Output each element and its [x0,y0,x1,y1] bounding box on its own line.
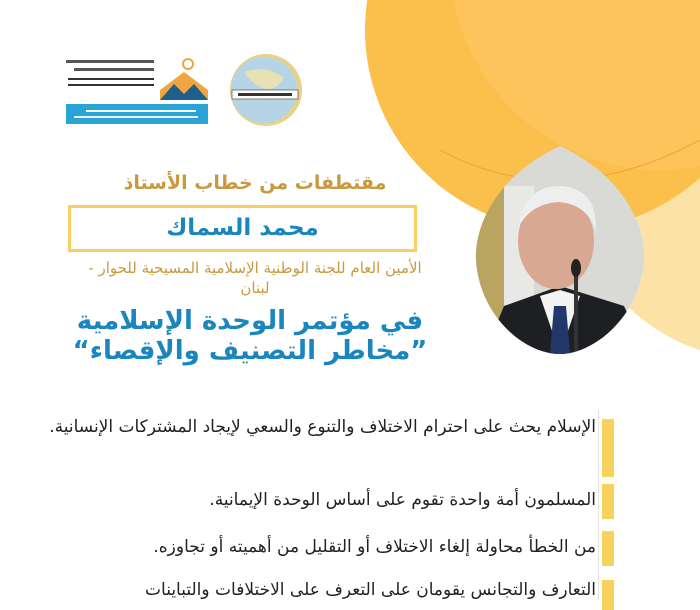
quote-marker-4 [602,580,614,610]
title-line-2: ”مخاطر التصنيف والإقصاء“ [72,336,428,366]
quote-marker-2 [602,484,614,519]
quote-4: التعارف والتجانس يقومان على التعرف على الاختلافات والتباينات [145,580,596,600]
title-line-1: في مؤتمر الوحدة الإسلامية [76,306,424,336]
quotes-divider [598,410,599,600]
quote-3: من الخطأ محاولة إلغاء الاختلاف أو التقليل من أهميته أو تجاوزه. [153,537,596,557]
speaker-name: محمد السماك [68,205,417,252]
quote-1: الإسلام يحث على احترام الاختلاف والتنوع والسعي لإيجاد المشتركات الإنسانية. [49,417,596,437]
role-line-1: الأمين العام للجنة الوطنية الإسلامية المسيحية للحوار - [88,259,422,277]
logos [66,52,326,130]
event-title [60,306,440,366]
speaker-photo [474,146,646,354]
mwl-logo [230,54,302,126]
role-line-2: لبنان [240,279,270,297]
speaker-role [60,258,450,298]
quote-2: المسلمون أمة واحدة تقوم على أساس الوحدة الإيمانية. [209,490,596,510]
quote-marker-1 [602,419,614,477]
conference-logo [66,52,326,130]
subtitle: مقتطفات من خطاب الأستاذ [123,172,387,194]
quote-marker-3 [602,531,614,566]
